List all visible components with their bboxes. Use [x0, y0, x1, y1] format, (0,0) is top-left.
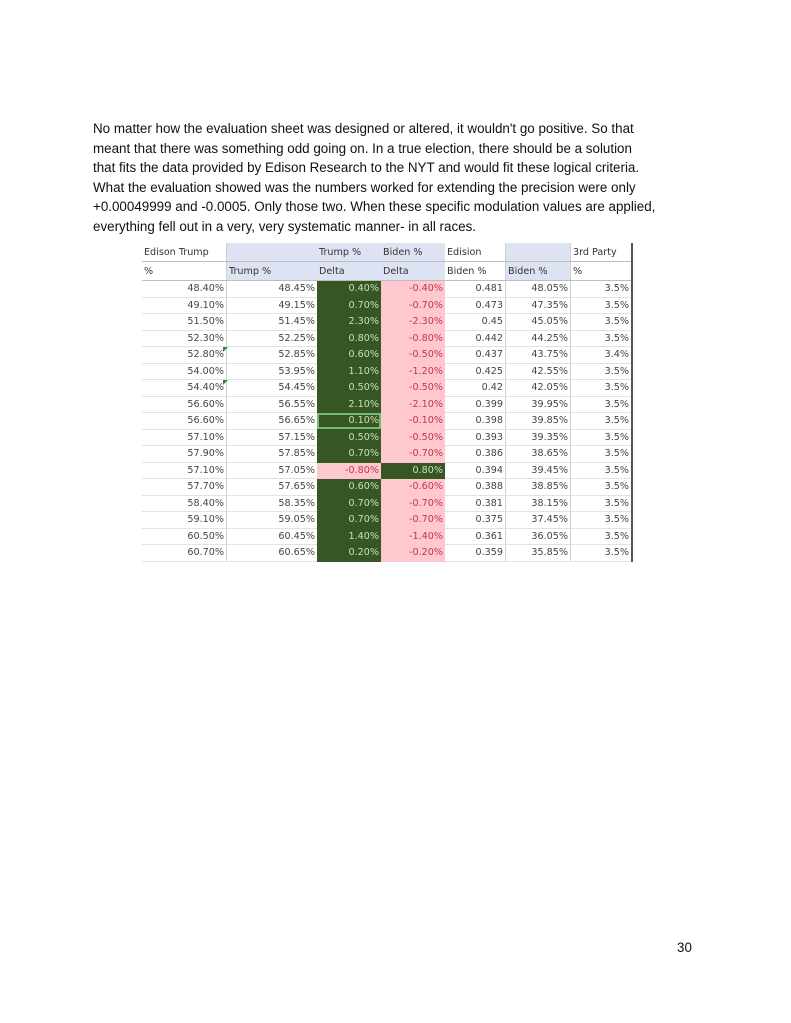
cell-edison-biden[interactable]: 0.473: [445, 297, 506, 314]
cell-trump-delta[interactable]: 0.70%: [317, 297, 381, 314]
table-row: [142, 363, 632, 380]
cell-biden-pct[interactable]: 47.35%: [506, 297, 571, 314]
table-row: [142, 281, 632, 298]
cell-edison-trump[interactable]: 49.10%: [142, 297, 227, 314]
cell-third-party[interactable]: 3.5%: [571, 495, 633, 512]
cell-edison-trump[interactable]: 56.60%: [142, 413, 227, 430]
cell-trump-delta[interactable]: 0.80%: [317, 330, 381, 347]
cell-trump-pct[interactable]: 58.35%: [227, 495, 318, 512]
table-row: [142, 479, 632, 496]
table-row: [142, 495, 632, 512]
cell-edison-biden[interactable]: 0.375: [445, 512, 506, 529]
cell-trump-delta[interactable]: 2.30%: [317, 314, 381, 331]
cell-biden-delta[interactable]: -0.80%: [381, 330, 445, 347]
cell-trump-delta[interactable]: 1.40%: [317, 528, 381, 545]
page-number: 30: [677, 940, 692, 955]
cell-trump-pct[interactable]: 60.65%: [227, 545, 318, 562]
cell-edison-biden[interactable]: 0.42: [445, 380, 506, 397]
cell-edison-biden[interactable]: 0.381: [445, 495, 506, 512]
cell-edison-biden[interactable]: 0.386: [445, 446, 506, 463]
cell-third-party[interactable]: 3.5%: [571, 380, 633, 397]
cell-biden-pct[interactable]: 38.65%: [506, 446, 571, 463]
header-biden-blank: [506, 243, 571, 262]
cell-biden-delta[interactable]: -0.70%: [381, 297, 445, 314]
cell-trump-delta[interactable]: 0.60%: [317, 479, 381, 496]
header-trump-blank: [227, 243, 318, 262]
header-edison-biden: Edision: [445, 243, 506, 262]
cell-biden-pct[interactable]: 44.25%: [506, 330, 571, 347]
paragraph-line: What the evaluation showed was the numbers worked for extending the precision were only: [93, 179, 636, 195]
cell-edison-trump[interactable]: 56.60%: [142, 396, 227, 413]
cell-trump-delta[interactable]: 2.10%: [317, 396, 381, 413]
cell-third-party[interactable]: 3.5%: [571, 314, 633, 331]
cell-trump-delta[interactable]: 0.70%: [317, 495, 381, 512]
table-row: [142, 545, 632, 562]
cell-biden-pct[interactable]: 39.45%: [506, 462, 571, 479]
cell-edison-biden[interactable]: 0.388: [445, 479, 506, 496]
table-row: [142, 429, 632, 446]
header-edison-trump: Edison Trump: [142, 243, 227, 262]
cell-edison-biden[interactable]: 0.45: [445, 314, 506, 331]
cell-trump-delta[interactable]: 0.70%: [317, 512, 381, 529]
cell-third-party[interactable]: 3.5%: [571, 330, 633, 347]
cell-trump-delta[interactable]: 0.50%: [317, 429, 381, 446]
cell-edison-biden[interactable]: 0.399: [445, 396, 506, 413]
paragraph-line: everything fell out in a very, very systematic manner- in all races.: [93, 218, 477, 234]
cell-third-party[interactable]: 3.5%: [571, 281, 633, 298]
cell-biden-pct[interactable]: 38.85%: [506, 479, 571, 496]
cell-edison-trump[interactable]: 60.70%: [142, 545, 227, 562]
cell-biden-pct[interactable]: 42.05%: [506, 380, 571, 397]
cell-biden-pct[interactable]: 39.35%: [506, 429, 571, 446]
cell-biden-delta[interactable]: -0.70%: [381, 446, 445, 463]
spreadsheet-table: [142, 243, 633, 562]
cell-biden-delta[interactable]: -0.50%: [381, 429, 445, 446]
header-trump-delta-2: Delta: [317, 262, 381, 281]
cell-trump-delta[interactable]: -0.80%: [317, 462, 381, 479]
header-biden-pct: Biden %: [506, 262, 571, 281]
cell-edison-biden[interactable]: 0.393: [445, 429, 506, 446]
cell-trump-pct[interactable]: 57.15%: [227, 429, 318, 446]
cell-third-party[interactable]: 3.5%: [571, 429, 633, 446]
paragraph-line: +0.00049999 and -0.0005. Only those two. When these specific modulation values are applied,: [93, 199, 656, 214]
cell-edison-trump[interactable]: 54.00%: [142, 363, 227, 380]
cell-third-party[interactable]: 3.5%: [571, 446, 633, 463]
header-edison-trump-2: %: [142, 262, 227, 281]
cell-third-party[interactable]: 3.5%: [571, 363, 633, 380]
cell-trump-pct[interactable]: 51.45%: [227, 314, 318, 331]
cell-edison-trump[interactable]: 52.80%: [142, 347, 227, 364]
cell-biden-delta[interactable]: -0.70%: [381, 512, 445, 529]
cell-biden-delta[interactable]: 0.80%: [381, 462, 445, 479]
cell-edison-biden[interactable]: 0.425: [445, 363, 506, 380]
cell-trump-pct[interactable]: 56.65%: [227, 413, 318, 430]
body-paragraph: [93, 119, 705, 236]
cell-trump-pct[interactable]: 52.85%: [227, 347, 318, 364]
cell-biden-pct[interactable]: 38.15%: [506, 495, 571, 512]
cell-third-party[interactable]: 3.5%: [571, 528, 633, 545]
cell-trump-pct[interactable]: 57.65%: [227, 479, 318, 496]
table-row: [142, 446, 632, 463]
header-biden-delta: Biden %: [381, 243, 445, 262]
cell-edison-trump[interactable]: 58.40%: [142, 495, 227, 512]
cell-biden-delta[interactable]: -0.60%: [381, 479, 445, 496]
cell-edison-trump[interactable]: 54.40%: [142, 380, 227, 397]
cell-biden-pct[interactable]: 42.55%: [506, 363, 571, 380]
cell-trump-delta[interactable]: 0.50%: [317, 380, 381, 397]
table-row: [142, 347, 632, 364]
cell-biden-delta[interactable]: -1.20%: [381, 363, 445, 380]
cell-trump-pct[interactable]: 59.05%: [227, 512, 318, 529]
cell-edison-biden[interactable]: 0.481: [445, 281, 506, 298]
cell-biden-pct[interactable]: 36.05%: [506, 528, 571, 545]
cell-edison-trump[interactable]: 51.50%: [142, 314, 227, 331]
table-row: [142, 297, 632, 314]
cell-biden-delta[interactable]: -0.10%: [381, 413, 445, 430]
cell-third-party[interactable]: 3.4%: [571, 347, 633, 364]
cell-third-party[interactable]: 3.5%: [571, 462, 633, 479]
cell-biden-pct[interactable]: 39.85%: [506, 413, 571, 430]
cell-trump-pct[interactable]: 48.45%: [227, 281, 318, 298]
table-row: [142, 413, 632, 430]
cell-third-party[interactable]: 3.5%: [571, 512, 633, 529]
cell-biden-pct[interactable]: 37.45%: [506, 512, 571, 529]
cell-biden-delta[interactable]: -2.30%: [381, 314, 445, 331]
header-row-bottom: [142, 262, 632, 281]
cell-trump-delta[interactable]: 0.70%: [317, 446, 381, 463]
table-row: [142, 330, 632, 347]
cell-third-party[interactable]: 3.5%: [571, 396, 633, 413]
table-body: [142, 281, 632, 562]
cell-trump-delta[interactable]: 0.60%: [317, 347, 381, 364]
cell-biden-delta[interactable]: -1.40%: [381, 528, 445, 545]
cell-trump-pct[interactable]: 53.95%: [227, 363, 318, 380]
cell-biden-delta[interactable]: -2.10%: [381, 396, 445, 413]
paragraph-line: that fits the data provided by Edison Research to the NYT and would fit these logical criteria.: [93, 160, 640, 175]
cell-edison-biden[interactable]: 0.359: [445, 545, 506, 562]
cell-trump-pct[interactable]: 56.55%: [227, 396, 318, 413]
header-third-party: 3rd Party: [571, 243, 633, 262]
header-trump-delta: Trump %: [317, 243, 381, 262]
cell-edison-biden[interactable]: 0.398: [445, 413, 506, 430]
cell-trump-delta[interactable]: 0.20%: [317, 545, 381, 562]
cell-edison-trump[interactable]: 57.10%: [142, 429, 227, 446]
table-row: [142, 462, 632, 479]
cell-edison-biden[interactable]: 0.442: [445, 330, 506, 347]
header-third-party-2: %: [571, 262, 633, 281]
table-row: [142, 528, 632, 545]
table-row: [142, 380, 632, 397]
cell-trump-pct[interactable]: 60.45%: [227, 528, 318, 545]
cell-edison-trump[interactable]: 57.90%: [142, 446, 227, 463]
cell-trump-delta[interactable]: 1.10%: [317, 363, 381, 380]
cell-edison-biden[interactable]: 0.437: [445, 347, 506, 364]
cell-biden-delta[interactable]: -0.20%: [381, 545, 445, 562]
cell-third-party[interactable]: 3.5%: [571, 545, 633, 562]
cell-edison-trump[interactable]: 60.50%: [142, 528, 227, 545]
cell-biden-pct[interactable]: 45.05%: [506, 314, 571, 331]
header-trump-pct: Trump %: [227, 262, 318, 281]
cell-biden-pct[interactable]: 35.85%: [506, 545, 571, 562]
cell-edison-biden[interactable]: 0.394: [445, 462, 506, 479]
cell-biden-pct[interactable]: 48.05%: [506, 281, 571, 298]
cell-third-party[interactable]: 3.5%: [571, 297, 633, 314]
table-row: [142, 396, 632, 413]
cell-edison-biden[interactable]: 0.361: [445, 528, 506, 545]
cell-biden-delta[interactable]: -0.50%: [381, 347, 445, 364]
cell-biden-pct[interactable]: 43.75%: [506, 347, 571, 364]
paragraph-line: No matter how the evaluation sheet was designed or altered, it wouldn't go positive. So that: [93, 121, 634, 136]
cell-third-party[interactable]: 3.5%: [571, 479, 633, 496]
header-row-top: [142, 243, 632, 262]
cell-biden-pct[interactable]: 39.95%: [506, 396, 571, 413]
cell-edison-trump[interactable]: 57.10%: [142, 462, 227, 479]
table-row: [142, 314, 632, 331]
cell-edison-trump[interactable]: 57.70%: [142, 479, 227, 496]
cell-trump-pct[interactable]: 49.15%: [227, 297, 318, 314]
cell-trump-pct[interactable]: 57.05%: [227, 462, 318, 479]
cell-edison-trump[interactable]: 52.30%: [142, 330, 227, 347]
cell-biden-delta[interactable]: -0.40%: [381, 281, 445, 298]
cell-third-party[interactable]: 3.5%: [571, 413, 633, 430]
header-biden-delta-2: Delta: [381, 262, 445, 281]
cell-edison-trump[interactable]: 59.10%: [142, 512, 227, 529]
header-edison-biden-2: Biden %: [445, 262, 506, 281]
cell-biden-delta[interactable]: -0.50%: [381, 380, 445, 397]
paragraph-line: meant that there was something odd going on. In a true election, there should be a solution: [93, 140, 632, 156]
table-row: [142, 512, 632, 529]
cell-trump-delta[interactable]: 0.10%: [317, 413, 381, 430]
cell-trump-delta[interactable]: 0.40%: [317, 281, 381, 298]
cell-trump-pct[interactable]: 54.45%: [227, 380, 318, 397]
cell-biden-delta[interactable]: -0.70%: [381, 495, 445, 512]
cell-trump-pct[interactable]: 57.85%: [227, 446, 318, 463]
cell-edison-trump[interactable]: 48.40%: [142, 281, 227, 298]
cell-trump-pct[interactable]: 52.25%: [227, 330, 318, 347]
